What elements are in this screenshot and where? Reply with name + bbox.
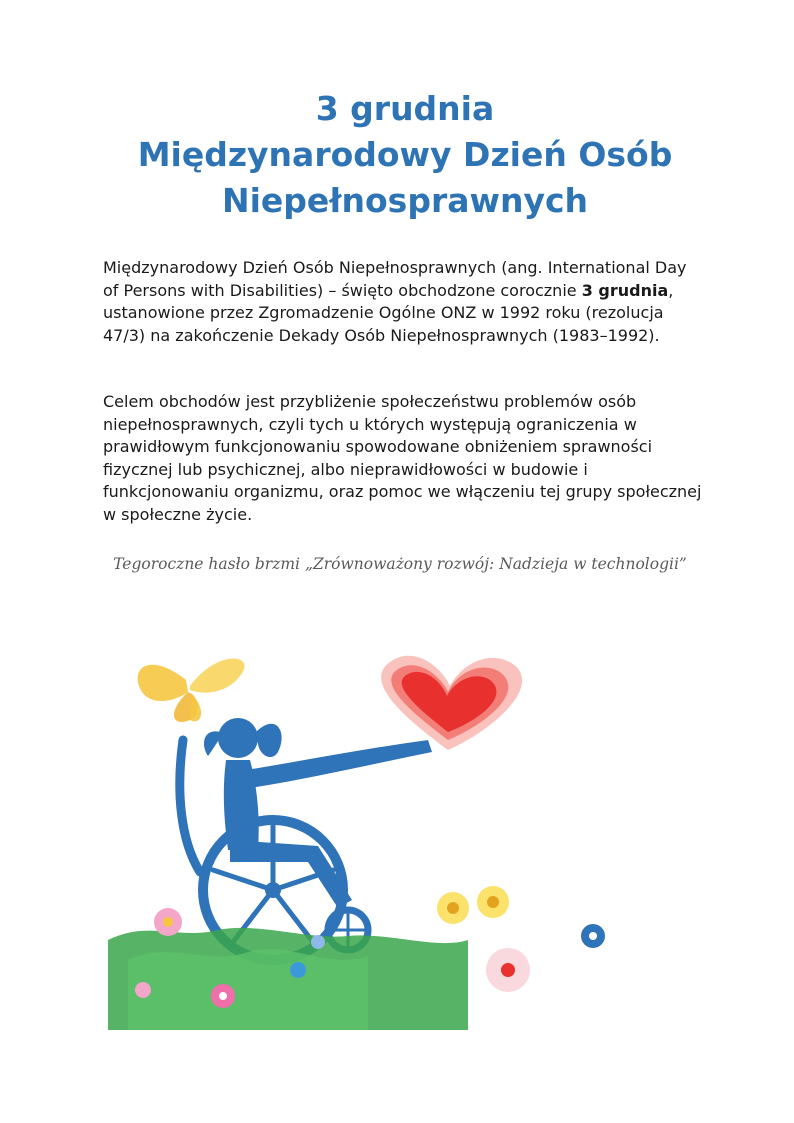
purpose-paragraph: Celem obchodów jest przybliżenie społeczeństwu problemów osób niepełnosprawnych, czyli tych u których występują ograniczenia w prawidłowym funkcjonowaniu spowodowane obniżeniem sprawności fizycznej lub psychicznej, albo nieprawidłowości w budowie i funkcjonowaniu organizmu, oraz pomoc we włączeniu tej grupy społecznej w społeczne życie.: [103, 392, 702, 524]
illustration: [108, 640, 668, 1030]
intro-text-start: Międzynarodowy Dzień Osób Niepełnosprawnych (ang. International Day of Persons with Disabilities) – święto obchodzone corocznie: [103, 258, 687, 300]
motto-text: Tegoroczne hasło brzmi „Zrównoważony rozwój: Nadzieja w technologii”: [113, 555, 687, 573]
page-title: [60, 86, 750, 224]
butterfly-icon: [138, 658, 245, 721]
intro-date-bold: 3 grudnia: [581, 280, 669, 300]
heart-icon: [381, 656, 522, 750]
title-line-1: 3 grudnia: [315, 89, 495, 128]
title-line-3: Niepełnosprawnych: [221, 181, 589, 220]
grass-and-flowers: [108, 886, 605, 1030]
intro-paragraph: [103, 257, 703, 347]
wheelchair-heart-icon: [108, 640, 668, 1030]
title-line-2: Międzynarodowy Dzień Osób: [137, 135, 673, 174]
intro-text-end: , ustanowione przez Zgromadzenie Ogólne ONZ w 1992 roku (rezolucja 47/3) na zakończenie Dekady Osób Niepełnosprawnych (1983–1992).: [103, 280, 674, 345]
